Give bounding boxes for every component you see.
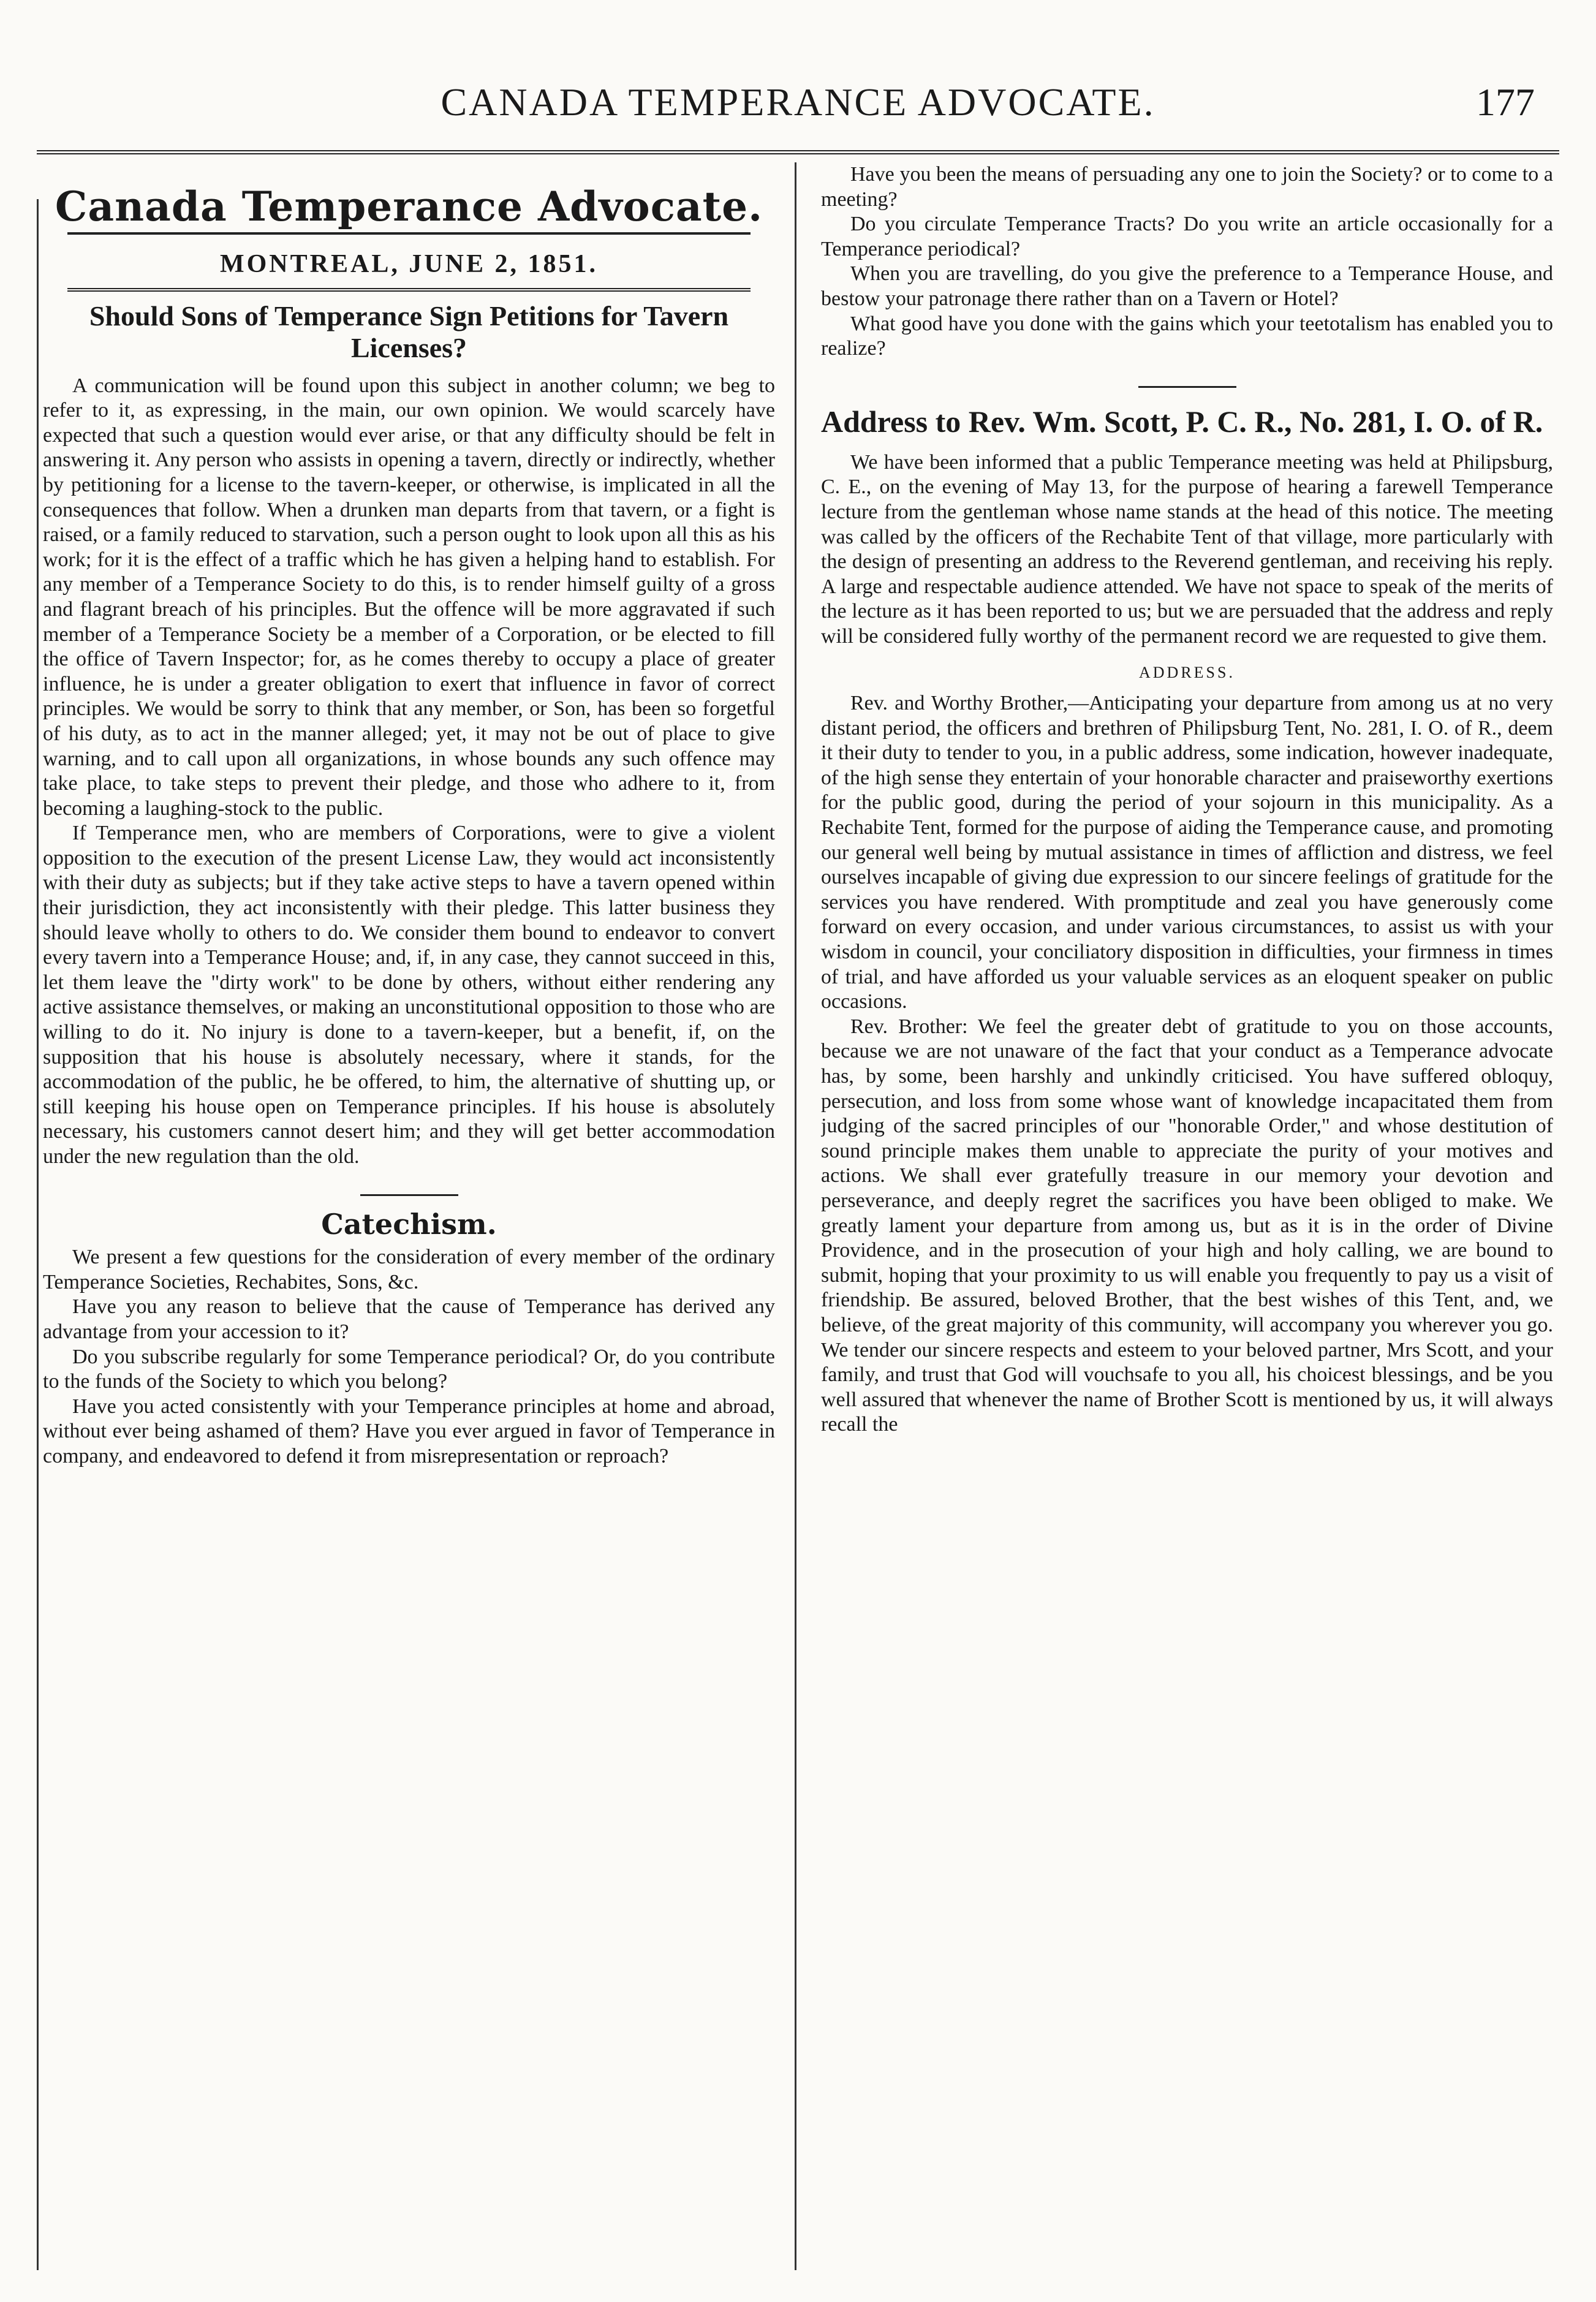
tavern-article-heading: Should Sons of Temperance Sign Petitions for Tavern Licenses? <box>89 300 729 363</box>
section-rule <box>360 1194 458 1196</box>
right-column <box>821 162 1553 2270</box>
catechism-question: What good have you done with the gains which your teetotalism has enabled you to realize? <box>821 312 1553 360</box>
catechism-heading: Catechism. <box>321 1207 497 1241</box>
dateline: MONTREAL, JUNE 2, 1851. <box>219 250 599 278</box>
tavern-paragraph: If Temperance men, who are members of Corporations, were to give a violent opposition to the execution of the present License Law, they would act inconsistently with their duty as subjects; but if they take active steps to have a tavern opened within their jurisdiction, they act inconsistently with their pledge. This latter business they should leave wholly to others to do. We consider them bound to endeavor to convert every tavern into a Temperance House; and, if, in any case, they cannot succeed in this, let them leave the "dirty work" to be done by others, without either rendering any active assistance themselves, or making an unconstitutional opposition to those who are willing to do it. No injury is done to a tavern-keeper, but a benefit, if, on the supposition that his house is absolutely necessary, where it stands, for the accommodation of the public, he be offered, to him, the alternative of shutting up, or still keeping his house open on Temperance principles. If his house is absolutely necessary, his customers cannot desert him; and they will get better accommodation under the new regulation than the old. <box>43 822 775 1168</box>
catechism-question: When you are travelling, do you give the preference to a Temperance House, and bestow your patronage there rather than on a Tavern or Hotel? <box>821 262 1553 310</box>
address-paragraph: Rev. and Worthy Brother,—Anticipating your departure from among us at no very distant period, the officers and brethren of Philipsburg Tent, No. 281, I. O. of R., deem it their duty to tender to you, in a public address, some indication, however inadequate, of the high sense they entertain of your honorable character and praiseworthy exertions for the public good, during the period of your sojourn in this municipality. As a Rechabite Tent, formed for the purpose of aiding the Temperance cause, and promoting our general well being by mutual assistance in times of affliction and distress, we feel ourselves incapable of giving due expression to our sincere feelings of gratitude for the services you have rendered. With promptitude and zeal you have generously come forward on every occasion, and under various circumstances, to assist us with your wisdom in council, your conciliatory disposition in difficulties, your firmness in times of trial, and have afforded us your valuable services as an eloquent speaker on public occasions. <box>821 692 1553 1013</box>
catechism-paragraph: We present a few questions for the consideration of every member of the ordinary Temperance Societies, Rechabites, Sons, &c. <box>43 1246 775 1293</box>
masthead-title: Canada Temperance Advocate. <box>55 183 763 230</box>
tavern-paragraph: A communication will be found upon this subject in another column; we beg to refer to it, as expressing, in the main, our own opinion. We would scarcely have expected that such a question would ever arise, or that any difficulty should be felt in answering it. Any person who assists in opening a tavern, directly or indirectly, whether by petitioning for a license to the tavern-keeper, or otherwise, is implicated in all the consequences that follow. When a drunken man departs from that tavern, or a fight is raised, or a family reduced to starvation, such a person ought to look upon all this as his work; for it is the effect of a traffic which he has given a helping hand to establish. For any member of a Temperance Society to do this, is to render himself guilty of a gross and flagrant breach of his principles. But the offence will be more aggravated if such member of a Temperance Society be a member of a Corporation, or be elected to fill the office of Tavern Inspector; for, as he comes thereby to occupy a place of greater influence, he is under a greater obligation to exert that influence in favor of correct principles. We would be sorry to think that any member, or Son, has been so forgetful of his duty, as to act in the manner alleged; yet, it may not be out of place to give warning, and to call upon all organizations, in whose bounds any such offence may take place, to take steps to prevent their pledge, and those who adhere to it, from becoming a laughing-stock to the public. <box>43 374 775 820</box>
running-head-title: CANADA TEMPERANCE ADVOCATE. <box>441 80 1155 124</box>
section-rule <box>1138 386 1236 388</box>
newspaper-page <box>37 25 1559 2277</box>
page-number: 177 <box>1476 80 1535 124</box>
catechism-question: Do you subscribe regularly for some Temperance periodical? Or, do you contribute to the funds of the Society to which you belong? <box>43 1345 775 1393</box>
column-divider <box>795 162 796 2270</box>
address-paragraph: Rev. Brother: We feel the greater debt of gratitude to you on those accounts, because we are not unaware of the fact that your conduct as a Temperance advocate has, by some, been harshly and unkindly criticised. You have suffered obloquy, persecution, and loss from some whose want of knowledge incapacitated them from judging of the sacred principles of our "honorable Order," and whose destitution of sound principle makes them unable to appreciate the purity of your motives and actions. We shall ever gratefully treasure in our memory your devotion and perseverance, and deeply regret the sacrifices you have been obliged to make. We greatly lament your departure from among us, but as it is in the order of Divine Providence, and in the prosecution of your high and holy calling, we are bound to submit, hoping that your proximity to us will enable you frequently to pay us a visit of friendship. Be assured, beloved Brother, that the best wishes of this Tent, and, we believe, of the great majority of this community, will accompany you wherever you go. We tender our sincere respects and esteem to your beloved partner, Mrs Scott, and your family, and trust that God will vouchsafe to you all, his choicest blessings, and be you well assured that whenever the name of Brother Scott is mentioned by us, it will always recall the <box>821 1015 1553 1436</box>
catechism-question: Have you acted consistently with your Temperance principles at home and abroad, without ever being ashamed of them? Have you ever argued in favor of Temperance in company, and endeavored to defend it from misrepresentation or reproach? <box>43 1395 775 1467</box>
top-rule <box>37 150 1559 154</box>
masthead-rule <box>67 232 751 235</box>
dateline-rule <box>67 288 751 292</box>
running-head <box>37 80 1559 147</box>
address-intro: We have been informed that a public Temperance meeting was held at Philipsburg, C. E., on the evening of May 13, for the purpose of hearing a farewell Temperance lecture from the gentleman whose name stands at the head of this notice. The meeting was called by the officers of the Rechabite Tent of that village, more particularly with the design of presenting an address to the Reverend gentleman, and receiving his reply. A large and respectable audience attended. We have not space to speak of the merits of the lecture as it has been reported to us; but we are persuaded that the address and reply will be considered fully worthy of the permanent record we are requested to give them. <box>821 450 1553 648</box>
left-column <box>43 162 775 2270</box>
columns <box>37 162 1559 2270</box>
left-border <box>37 199 39 2270</box>
catechism-question: Have you any reason to believe that the cause of Temperance has derived any advantage from your accession to it? <box>43 1295 775 1343</box>
address-article-heading: Address to Rev. Wm. Scott, P. C. R., No. 281, I. O. of R. <box>821 404 1543 439</box>
catechism-question: Do you circulate Temperance Tracts? Do you write an article occasionally for a Temperance periodical? <box>821 213 1553 260</box>
address-subheading: ADDRESS. <box>1139 663 1235 681</box>
catechism-question: Have you been the means of persuading any one to join the Society? or to come to a meeting? <box>821 163 1553 211</box>
